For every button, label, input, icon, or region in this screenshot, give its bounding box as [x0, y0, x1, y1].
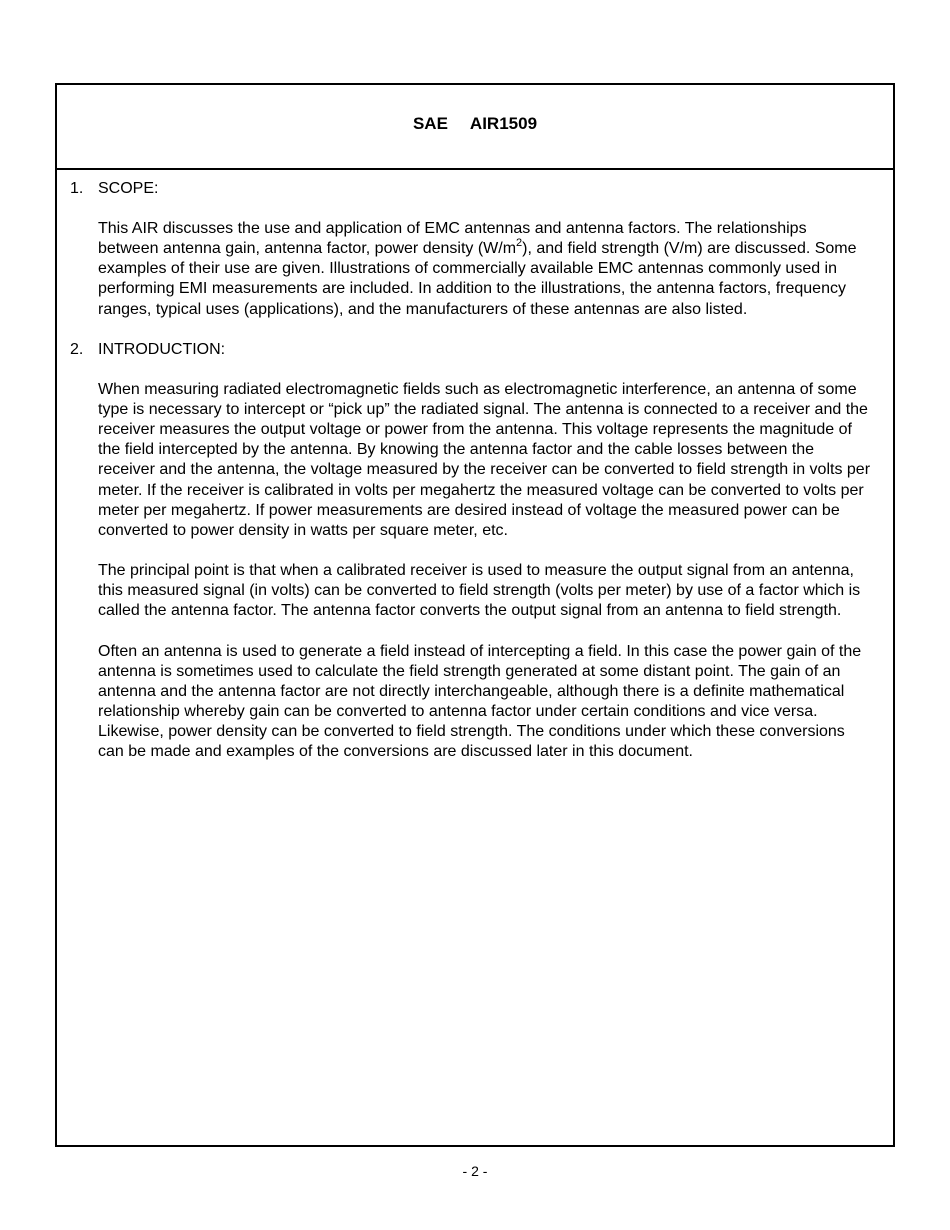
organization-name: SAE	[412, 114, 448, 133]
document-body	[57, 179, 893, 782]
document-number: AIR1509	[469, 114, 538, 133]
section-number: 2.	[70, 340, 84, 358]
introduction-paragraph: When measuring radiated electromagnetic fields such as electromagnetic interference, an antenna of some type is necessary to intercept or “pick up” the radiated signal. The antenna is connected to a receiver and the receiver measures the output voltage or power from the antenna. This voltage represents the magnitude of the field intercepted by the antenna. By knowing the antenna factor and the cable losses between the receiver and the antenna, the voltage measured by the receiver can be converted to field strength in volts per meter. If the receiver is calibrated in volts per megahertz the measured voltage can be converted to volts per meter per megahertz. If power measurements are desired instead of voltage the measured power can be converted to power density in watts per square meter, etc.	[98, 380, 871, 539]
page-frame	[55, 83, 895, 1147]
document-header	[57, 85, 893, 170]
scope-text-start: This AIR discusses the use and application of EMC antennas and antenna factors. The relationships between antenna gain, antenna factor, power density (W/m	[98, 220, 807, 258]
introduction-paragraph: The principal point is that when a calibrated receiver is used to measure the output signal from an antenna, this measured signal (in volts) can be converted to field strength (volts per meter) by use of a factor which is called the antenna factor. The antenna factor converts the output signal from an antenna to field strength.	[98, 562, 861, 620]
superscript-exponent: 2	[516, 236, 523, 249]
scope-paragraph	[98, 219, 870, 320]
section-title: SCOPE:	[98, 180, 159, 197]
section-title: INTRODUCTION:	[98, 340, 226, 358]
introduction-paragraph: Often an antenna is used to generate a field instead of intercepting a field. In this case the power gain of the antenna is sometimes used to calculate the field strength generated at some distant point. The gain of an antenna and the antenna factor are not directly interchangeable, although there is a definite mathematical relationship whereby gain can be converted to antenna factor under certain conditions and vice versa. Likewise, power density can be converted to field strength. The conditions under which these conversions can be made and examples of the conversions are discussed later in this document.	[98, 642, 862, 761]
document-identifier	[57, 114, 893, 134]
section-heading-scope	[57, 179, 893, 199]
section-heading-introduction	[57, 340, 893, 360]
scope-text-end: ), and field strength (V/m) are discussed. Some examples of their use are given. Illustrations of commercially available EMC antennas commonly used in performing EMI measurements are included. In addition to the illustrations, the antenna factors, frequency ranges, typical uses (applications), and the manufacturers of these antennas are also listed.	[98, 240, 857, 318]
section-number: 1.	[70, 180, 84, 197]
page-number: - 2 -	[462, 1163, 488, 1179]
